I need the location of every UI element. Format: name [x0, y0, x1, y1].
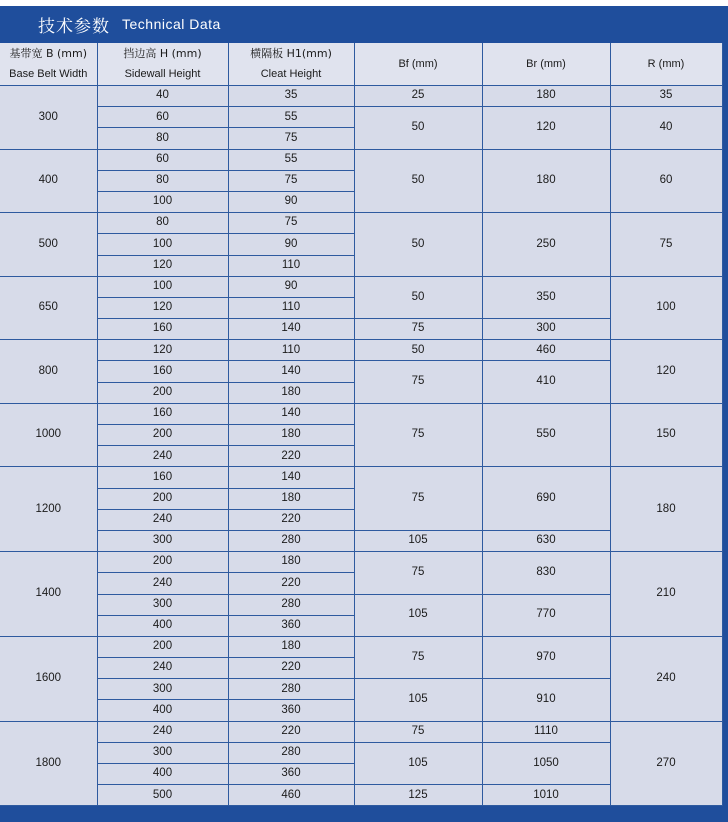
- cell-cleat-height: 90: [228, 191, 354, 212]
- cell-cleat-height: 360: [228, 615, 354, 636]
- cell-sidewall-height: 300: [97, 679, 228, 700]
- table-row: [0, 86, 722, 107]
- cell-bf: 125: [354, 785, 482, 806]
- cell-r: 180: [610, 467, 722, 552]
- header-r: R (mm): [610, 43, 722, 86]
- cell-base-belt-width: 1200: [0, 467, 97, 552]
- title-bar: [0, 6, 728, 42]
- cell-cleat-height: 180: [228, 552, 354, 573]
- cell-cleat-height: 220: [228, 658, 354, 679]
- cell-sidewall-height: 400: [97, 764, 228, 785]
- table-row: [0, 467, 722, 488]
- cell-sidewall-height: 200: [97, 382, 228, 403]
- cell-bf: 75: [354, 721, 482, 742]
- header-sidewall-height: 挡边高 H (mm) Sidewall Height: [97, 43, 228, 86]
- cell-sidewall-height: 200: [97, 425, 228, 446]
- cell-cleat-height: 110: [228, 297, 354, 318]
- header-base-belt-width: 基带宽 B (mm) Base Belt Width: [0, 43, 97, 86]
- cell-cleat-height: 75: [228, 213, 354, 234]
- cell-r: 60: [610, 149, 722, 213]
- cell-cleat-height: 75: [228, 170, 354, 191]
- cell-sidewall-height: 80: [97, 128, 228, 149]
- cell-cleat-height: 110: [228, 255, 354, 276]
- cell-sidewall-height: 80: [97, 170, 228, 191]
- cell-sidewall-height: 120: [97, 255, 228, 276]
- cell-cleat-height: 220: [228, 721, 354, 742]
- cell-r: 75: [610, 213, 722, 277]
- cell-br: 1050: [482, 742, 610, 784]
- cell-br: 550: [482, 403, 610, 467]
- cell-r: 150: [610, 403, 722, 467]
- cell-bf: 75: [354, 552, 482, 594]
- cell-br: 410: [482, 361, 610, 403]
- table-row: [0, 636, 722, 657]
- cell-sidewall-height: 200: [97, 488, 228, 509]
- cell-cleat-height: 90: [228, 276, 354, 297]
- cell-cleat-height: 180: [228, 636, 354, 657]
- cell-base-belt-width: 800: [0, 340, 97, 404]
- cell-bf: 50: [354, 107, 482, 149]
- cell-sidewall-height: 100: [97, 276, 228, 297]
- technical-data-table: [0, 43, 723, 806]
- cell-cleat-height: 360: [228, 764, 354, 785]
- cell-sidewall-height: 400: [97, 615, 228, 636]
- cell-r: 120: [610, 340, 722, 404]
- cell-br: 690: [482, 467, 610, 531]
- cell-cleat-height: 55: [228, 107, 354, 128]
- table-row: [0, 721, 722, 742]
- cell-sidewall-height: 240: [97, 446, 228, 467]
- cell-br: 970: [482, 636, 610, 678]
- cell-cleat-height: 90: [228, 234, 354, 255]
- cell-sidewall-height: 240: [97, 658, 228, 679]
- cell-cleat-height: 180: [228, 382, 354, 403]
- cell-sidewall-height: 200: [97, 636, 228, 657]
- cell-sidewall-height: 400: [97, 700, 228, 721]
- cell-sidewall-height: 160: [97, 467, 228, 488]
- table-row: [0, 403, 722, 424]
- table-row: [0, 149, 722, 170]
- cell-cleat-height: 220: [228, 509, 354, 530]
- cell-base-belt-width: 1400: [0, 552, 97, 637]
- cell-bf: 75: [354, 467, 482, 531]
- cell-sidewall-height: 240: [97, 721, 228, 742]
- cell-br: 1010: [482, 785, 610, 806]
- cell-cleat-height: 140: [228, 319, 354, 340]
- title-zh: 技术参数: [38, 16, 110, 37]
- cell-cleat-height: 280: [228, 530, 354, 551]
- cell-base-belt-width: 300: [0, 86, 97, 150]
- cell-bf: 75: [354, 319, 482, 340]
- cell-bf: 75: [354, 403, 482, 467]
- cell-bf: 50: [354, 276, 482, 318]
- cell-cleat-height: 460: [228, 785, 354, 806]
- cell-br: 300: [482, 319, 610, 340]
- cell-cleat-height: 220: [228, 573, 354, 594]
- cell-br: 910: [482, 679, 610, 721]
- cell-sidewall-height: 240: [97, 573, 228, 594]
- cell-br: 350: [482, 276, 610, 318]
- cell-sidewall-height: 100: [97, 191, 228, 212]
- cell-bf: 50: [354, 149, 482, 213]
- cell-bf: 25: [354, 86, 482, 107]
- table-body: [0, 86, 722, 806]
- table-row: [0, 213, 722, 234]
- cell-bf: 105: [354, 530, 482, 551]
- cell-sidewall-height: 40: [97, 86, 228, 107]
- title-en: Technical Data: [122, 16, 221, 32]
- cell-br: 460: [482, 340, 610, 361]
- cell-sidewall-height: 160: [97, 319, 228, 340]
- cell-cleat-height: 140: [228, 467, 354, 488]
- cell-br: 120: [482, 107, 610, 149]
- cell-base-belt-width: 1800: [0, 721, 97, 806]
- cell-base-belt-width: 1000: [0, 403, 97, 467]
- cell-cleat-height: 220: [228, 446, 354, 467]
- cell-sidewall-height: 160: [97, 403, 228, 424]
- cell-br: 1110: [482, 721, 610, 742]
- header-br: Br (mm): [482, 43, 610, 86]
- cell-sidewall-height: 300: [97, 530, 228, 551]
- cell-br: 830: [482, 552, 610, 594]
- cell-r: 210: [610, 552, 722, 637]
- cell-r: 35: [610, 86, 722, 107]
- cell-sidewall-height: 120: [97, 297, 228, 318]
- table-row: [0, 340, 722, 361]
- cell-cleat-height: 180: [228, 425, 354, 446]
- cell-r: 270: [610, 721, 722, 806]
- cell-cleat-height: 360: [228, 700, 354, 721]
- cell-cleat-height: 55: [228, 149, 354, 170]
- cell-sidewall-height: 80: [97, 213, 228, 234]
- cell-cleat-height: 280: [228, 679, 354, 700]
- cell-cleat-height: 140: [228, 361, 354, 382]
- cell-r: 100: [610, 276, 722, 340]
- cell-br: 180: [482, 149, 610, 213]
- cell-sidewall-height: 300: [97, 742, 228, 763]
- header-cleat-height: 横隔板 H1(mm) Cleat Height: [228, 43, 354, 86]
- header-bf: Bf (mm): [354, 43, 482, 86]
- cell-cleat-height: 180: [228, 488, 354, 509]
- table-row: [0, 552, 722, 573]
- cell-r: 40: [610, 107, 722, 149]
- cell-bf: 50: [354, 340, 482, 361]
- cell-cleat-height: 280: [228, 594, 354, 615]
- cell-sidewall-height: 240: [97, 509, 228, 530]
- cell-bf: 105: [354, 594, 482, 636]
- cell-bf: 105: [354, 679, 482, 721]
- cell-bf: 105: [354, 742, 482, 784]
- cell-cleat-height: 35: [228, 86, 354, 107]
- table-row: [0, 107, 722, 128]
- cell-sidewall-height: 60: [97, 107, 228, 128]
- cell-bf: 75: [354, 361, 482, 403]
- cell-base-belt-width: 1600: [0, 636, 97, 721]
- cell-base-belt-width: 500: [0, 213, 97, 277]
- cell-base-belt-width: 650: [0, 276, 97, 340]
- cell-sidewall-height: 120: [97, 340, 228, 361]
- cell-cleat-height: 110: [228, 340, 354, 361]
- cell-cleat-height: 75: [228, 128, 354, 149]
- cell-cleat-height: 280: [228, 742, 354, 763]
- header-row: [0, 43, 722, 86]
- cell-bf: 50: [354, 213, 482, 277]
- cell-sidewall-height: 300: [97, 594, 228, 615]
- cell-sidewall-height: 100: [97, 234, 228, 255]
- cell-br: 250: [482, 213, 610, 277]
- cell-sidewall-height: 500: [97, 785, 228, 806]
- cell-base-belt-width: 400: [0, 149, 97, 213]
- cell-sidewall-height: 60: [97, 149, 228, 170]
- cell-sidewall-height: 200: [97, 552, 228, 573]
- cell-sidewall-height: 160: [97, 361, 228, 382]
- cell-br: 180: [482, 86, 610, 107]
- cell-bf: 75: [354, 636, 482, 678]
- cell-br: 770: [482, 594, 610, 636]
- cell-br: 630: [482, 530, 610, 551]
- table-row: [0, 276, 722, 297]
- cell-r: 240: [610, 636, 722, 721]
- cell-cleat-height: 140: [228, 403, 354, 424]
